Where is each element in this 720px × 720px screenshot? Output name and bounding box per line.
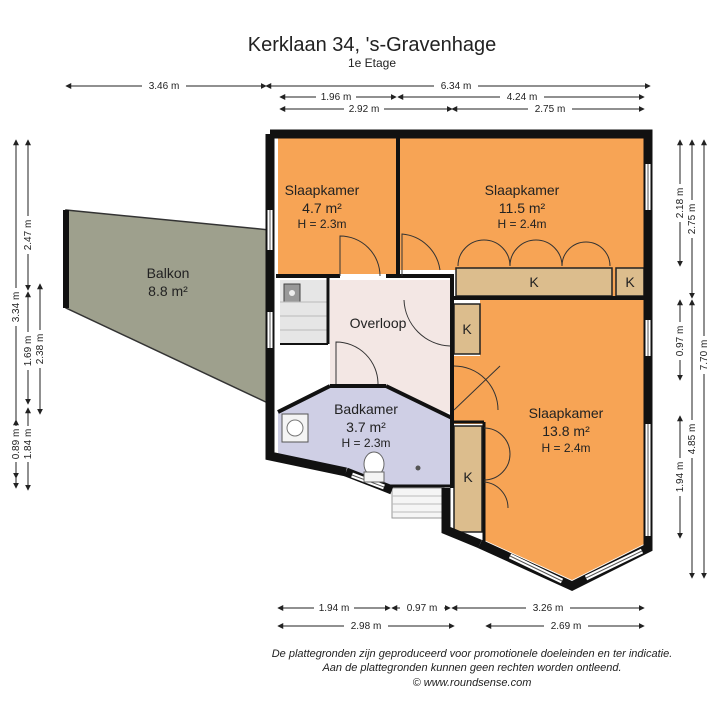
slaapkamer-large-height: H = 2.4m: [541, 441, 591, 455]
dim-label: 4.85 m: [687, 423, 698, 455]
disclaimer-line-2: Aan de plattegronden kunnen geen rechten worden ontleend.: [322, 662, 622, 674]
dim-label: 3.46 m: [148, 81, 180, 92]
slaapkamer-mid-height: H = 2.4m: [497, 217, 547, 231]
closet-label: K: [462, 321, 472, 337]
dim-label: 7.70 m: [699, 339, 710, 371]
slaapkamer-small-height: H = 2.3m: [297, 217, 347, 231]
disclaimer-line-1: De plattegronden zijn geproduceerd voor promotionele doeleinden en ter indicatie.: [271, 648, 673, 660]
dim-label: 2.75 m: [534, 104, 566, 115]
dim-label: 0.89 m: [11, 428, 22, 460]
balkon-area: 8.8 m²: [148, 283, 188, 299]
slaapkamer-mid-area: 11.5 m²: [498, 200, 546, 216]
page-subtitle: 1e Etage: [347, 56, 397, 70]
badkamer-name: Badkamer: [334, 401, 398, 417]
dim-label: 2.92 m: [348, 104, 380, 115]
closet-label: K: [625, 274, 635, 290]
dim-label: 3.34 m: [11, 291, 22, 323]
dim-label: 1.96 m: [320, 92, 352, 103]
slaapkamer-mid-name: Slaapkamer: [484, 182, 560, 198]
slaapkamer-large-area: 13.8 m²: [542, 423, 590, 439]
dim-label: 2.98 m: [350, 621, 382, 632]
dim-label: 4.24 m: [506, 92, 538, 103]
dim-label: 6.34 m: [440, 81, 472, 92]
badkamer-area: 3.7 m²: [346, 419, 386, 435]
page-title: Kerklaan 34, 's-Gravenhage: [247, 34, 497, 56]
dim-label: 2.18 m: [675, 187, 686, 219]
dim-label: 1.69 m: [23, 335, 34, 367]
dim-label: 2.47 m: [23, 219, 34, 251]
slaapkamer-large-name: Slaapkamer: [528, 405, 604, 421]
balkon-name: Balkon: [146, 265, 190, 281]
slaapkamer-small-name: Slaapkamer: [284, 182, 360, 198]
dim-label: 1.94 m: [675, 461, 686, 493]
badkamer-height: H = 2.3m: [341, 436, 391, 450]
dim-label: 2.75 m: [687, 203, 698, 235]
dim-label: 2.69 m: [550, 621, 582, 632]
dim-label: 0.97 m: [675, 325, 686, 357]
overloop-name: Overloop: [349, 315, 407, 331]
dim-label: 3.26 m: [532, 603, 564, 614]
closet-label: K: [529, 274, 539, 290]
closet-label: K: [463, 469, 473, 485]
slaapkamer-small-area: 4.7 m²: [302, 200, 342, 216]
dim-label: 1.84 m: [23, 428, 34, 460]
balkon-floor: [66, 210, 270, 404]
dim-label: 0.97 m: [406, 603, 438, 614]
dim-label: 2.38 m: [35, 333, 46, 365]
copyright-line: © www.roundsense.com: [412, 677, 532, 689]
dim-label: 1.94 m: [318, 603, 350, 614]
